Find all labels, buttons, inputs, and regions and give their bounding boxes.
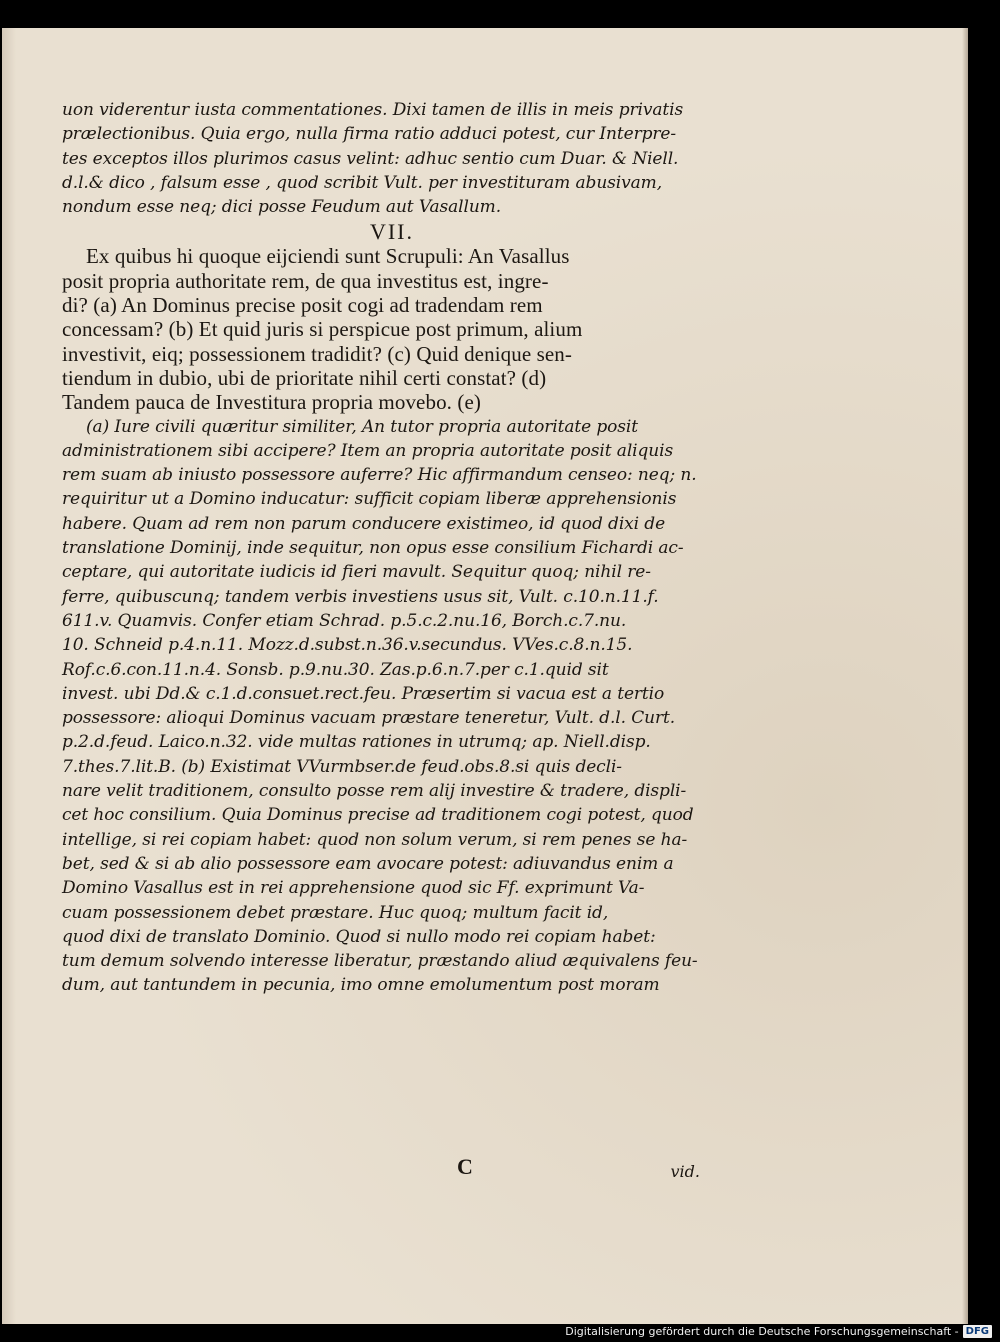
text-line: requiritur ut a Domino inducatur: sufficit copiam liberæ apprehensionis	[62, 489, 677, 510]
signature-mark: C	[457, 1154, 473, 1179]
text-line: tum demum solvendo interesse liberatur, præstando aliud æquivalens feu-	[62, 951, 698, 972]
text-line: investivit, eiq; possessionem tradidit? (c) Quid denique sen-	[62, 341, 572, 366]
page-text-block	[62, 98, 722, 998]
text-line: uon viderentur iusta commentationes. Dixi tamen de illis in meis privatis	[62, 100, 684, 120]
section-heading: VII.	[369, 219, 415, 245]
text-line: posit propria authoritate rem, de qua investitus est, ingre-	[62, 268, 549, 293]
text-line: cuam possessionem debet præstare. Huc quoq; multum facit id,	[62, 902, 609, 923]
text-line: administrationem sibi accipere? Item an propria autoritate posit aliquis	[62, 440, 674, 461]
text-line: Ex quibus hi quoque eijciendi sunt Scrupuli: An Vasallus	[86, 244, 570, 269]
text-line: p.2.d.feud. Laico.n.32. vide multas rationes in utrumq; ap. Niell.disp.	[62, 732, 651, 753]
book-page	[2, 28, 968, 1324]
text-line: concessam? (b) Et quid juris si perspicue post primum, alium	[62, 317, 583, 342]
page-footer-row	[62, 1154, 722, 1184]
text-line: intellige, si rei copiam habet: quod non solum verum, si rem penes se ha-	[62, 829, 688, 850]
text-line: tiendum in dubio, ubi de prioritate nihil certi constat? (d)	[62, 365, 547, 390]
text-line: d.l.& dico , falsum esse , quod scribit Vult. per investituram abusivam,	[62, 172, 662, 193]
text-line: ceptare, qui autoritate iudicis id fieri mavult. Sequitur quoq; nihil re-	[62, 562, 651, 583]
text-line: translatione Dominij, inde sequitur, non opus esse consilium Fichardi ac-	[62, 538, 684, 559]
catchword: vid.	[670, 1162, 700, 1181]
text-line: Tandem pauca de Investitura propria movebo. (e)	[62, 390, 481, 415]
text-line: prælectionibus. Quia ergo, nulla firma ratio adduci potest, cur Interpre-	[62, 124, 677, 145]
text-line: habere. Quam ad rem non parum conducere existimeo, id quod dixi de	[62, 513, 666, 534]
text-line: Domino Vasallus est in rei apprehensione quod sic Ff. exprimunt Va-	[62, 878, 645, 899]
credit-text: Digitalisierung gefördert durch die Deutsche Forschungsgemeinschaft -	[565, 1325, 959, 1338]
text-line: Rof.c.6.con.11.n.4. Sonsb. p.9.nu.30. Zas.p.6.n.7.per c.1.quid sit	[62, 659, 609, 680]
text-line: quod dixi de translato Dominio. Quod si nullo modo rei copiam habet:	[62, 926, 656, 947]
text-line: dum, aut tantundem in pecunia, imo omne emolumentum post moram	[62, 975, 660, 996]
digitization-credit	[565, 1325, 992, 1338]
text-line: invest. ubi Dd.& c.1.d.consuet.rect.feu. Præsertim si vacua est a tertio	[62, 683, 665, 704]
page-edge-shadow	[962, 28, 968, 1324]
text-line: possessore: alioqui Dominus vacuam præstare teneretur, Vult. d.l. Curt.	[62, 708, 676, 729]
text-line: 611.v. Quamvis. Confer etiam Schrad. p.5.c.2.nu.16, Borch.c.7.nu.	[62, 610, 627, 631]
text-line: ferre, quibuscunq; tandem verbis investiens usus sit, Vult. c.10.n.11.f.	[62, 586, 659, 607]
text-line: (a) Iure civili quæritur similiter, An tutor propria autoritate posit	[86, 416, 638, 437]
text-line: di? (a) An Dominus precise posit cogi ad tradendam rem	[62, 293, 543, 318]
text-line: tes exceptos illos plurimos casus velint: adhuc sentio cum Duar. & Niell.	[62, 148, 679, 169]
text-line: nondum esse neq; dici posse Feudum aut Vasallum.	[62, 197, 502, 218]
text-line: 10. Schneid p.4.n.11. Mozz.d.subst.n.36.v.secundus. VVes.c.8.n.15.	[62, 635, 633, 656]
dfg-logo-icon: DFG	[963, 1325, 992, 1338]
text-line: nare velit traditionem, consulto posse rem alij investire & tradere, displi-	[62, 781, 687, 802]
text-line: 7.thes.7.lit.B. (b) Existimat VVurmbser.de feud.obs.8.si quis decli-	[62, 756, 622, 777]
text-line: rem suam ab iniusto possessore auferre? Hic affirmandum censeo: neq; n.	[62, 465, 697, 486]
text-line: cet hoc consilium. Quia Dominus precise ad traditionem cogi potest, quod	[62, 805, 694, 826]
text-line: bet, sed & si ab alio possessore eam avocare potest: adiuvandus enim a	[62, 853, 674, 874]
